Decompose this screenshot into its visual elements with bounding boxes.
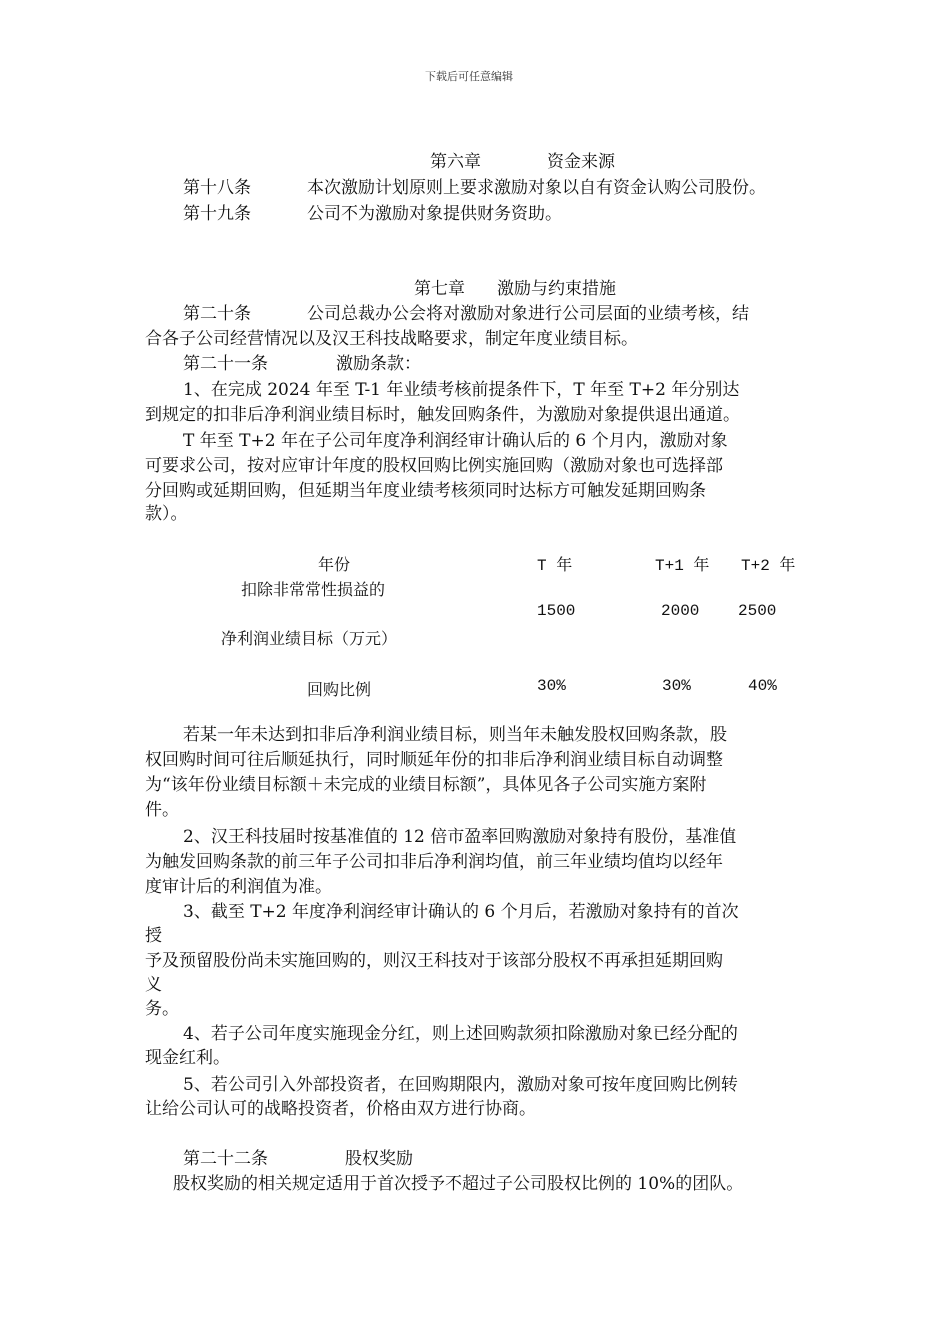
- chapter7-title: 激励与约束措施: [497, 279, 616, 299]
- article20-label: 第二十条: [183, 304, 251, 324]
- article20-line: 公司总裁办公会将对激励对象进行公司层面的业绩考核，结: [307, 304, 749, 324]
- paragraph-line: 授: [145, 926, 162, 946]
- article19-label: 第十九条: [183, 204, 251, 224]
- article21-label: 第二十一条: [183, 354, 268, 374]
- article22-text: 股权奖励的相关规定适用于首次授予不超过子公司股权比例的 10%的团队。: [173, 1174, 744, 1194]
- paragraph-line: 为“该年份业绩目标额＋未完成的业绩目标额”，具体见各子公司实施方案附: [145, 775, 707, 795]
- paragraph-line: 件。: [145, 800, 179, 820]
- paragraph-line: 务。: [145, 999, 179, 1019]
- table-cell: 30%: [537, 677, 566, 695]
- article19-text: 公司不为激励对象提供财务资助。: [307, 204, 562, 224]
- table-cell: 2500: [738, 602, 777, 620]
- table-row-label: 净利润业绩目标（万元）: [221, 629, 398, 648]
- table-row-label: 扣除非常常性损益的: [241, 580, 386, 599]
- paragraph-line: 让给公司认可的战略投资者，价格由双方进行协商。: [145, 1099, 536, 1119]
- paragraph-line: 款）。: [145, 504, 188, 524]
- table-header-cell: T 年: [537, 557, 573, 575]
- paragraph-line: 2、汉王科技届时按基准值的 12 倍市盈率回购激励对象持有股份，基准值: [183, 827, 737, 847]
- article20-line: 合各子公司经营情况以及汉王科技战略要求，制定年度业绩目标。: [145, 329, 638, 349]
- paragraph-line: 予及预留股份尚未实施回购的，则汉王科技对于该部分股权不再承担延期回购: [145, 951, 723, 971]
- article22-label: 第二十二条: [183, 1149, 268, 1169]
- chapter7-label: 第七章: [414, 279, 465, 299]
- table-header-cell: T+1 年: [655, 557, 710, 575]
- chapter6-label: 第六章: [430, 152, 481, 172]
- table-header-year: 年份: [318, 555, 351, 574]
- chapter6-title: 资金来源: [547, 152, 615, 172]
- paragraph-line: 为触发回购条款的前三年子公司扣非后净利润均值，前三年业绩均值均以经年: [145, 852, 723, 872]
- paragraph-line: 义: [145, 975, 162, 995]
- paragraph-line: 度审计后的利润值为准。: [145, 877, 332, 897]
- paragraph-line: T 年至 T+2 年在子公司年度净利润经审计确认后的 6 个月内，激励对象: [183, 431, 728, 451]
- paragraph-line: 5、若公司引入外部投资者，在回购期限内，激励对象可按年度回购比例转: [183, 1075, 738, 1095]
- table-header-cell: T+2 年: [741, 557, 796, 575]
- paragraph-line: 4、若子公司年度实施现金分红，则上述回购款须扣除激励对象已经分配的: [183, 1024, 738, 1044]
- article22-title: 股权奖励: [345, 1149, 413, 1169]
- article21-title: 激励条款：: [336, 354, 421, 374]
- paragraph-line: 1、在完成 2024 年至 T-1 年业绩考核前提条件下，T 年至 T+2 年分别达: [183, 380, 740, 400]
- paragraph-line: 分回购或延期回购，但延期当年度业绩考核须同时达标方可触发延期回购条: [145, 481, 706, 501]
- table-cell: 30%: [662, 677, 691, 695]
- table-cell: 40%: [748, 677, 777, 695]
- paragraph-line: 到规定的扣非后净利润业绩目标时，触发回购条件，为激励对象提供退出通道。: [145, 405, 740, 425]
- table-cell: 2000: [661, 602, 700, 620]
- table-row-label: 回购比例: [307, 680, 372, 699]
- paragraph-line: 现金红利。: [145, 1048, 230, 1068]
- page-header: 下载后可任意编辑: [425, 70, 513, 83]
- paragraph-line: 3、截至 T+2 年度净利润经审计确认的 6 个月后，若激励对象持有的首次: [183, 902, 739, 922]
- article18-label: 第十八条: [183, 178, 251, 198]
- table-cell: 1500: [537, 602, 576, 620]
- paragraph-line: 可要求公司，按对应审计年度的股权回购比例实施回购（激励对象也可选择部: [145, 456, 723, 476]
- paragraph-line: 权回购时间可往后顺延执行，同时顺延年份的扣非后净利润业绩目标自动调整: [145, 750, 723, 770]
- article18-text: 本次激励计划原则上要求激励对象以自有资金认购公司股份。: [307, 178, 766, 198]
- paragraph-line: 若某一年未达到扣非后净利润业绩目标，则当年未触发股权回购条款，股: [183, 725, 727, 745]
